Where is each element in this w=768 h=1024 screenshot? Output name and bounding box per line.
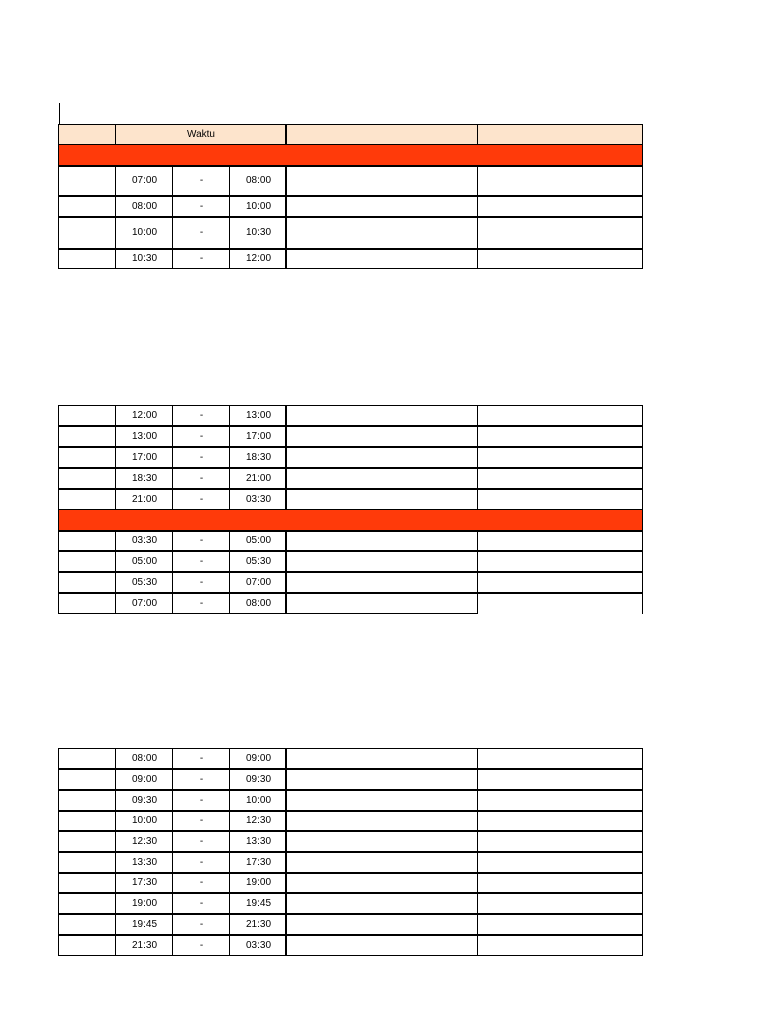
separator-cell[interactable]: - xyxy=(172,249,230,269)
row-cell-blank[interactable] xyxy=(58,468,116,489)
row-cell-blank[interactable] xyxy=(58,873,116,893)
end-time-cell[interactable]: 09:00 xyxy=(229,748,287,769)
start-time-cell[interactable]: 09:30 xyxy=(115,790,173,811)
end-time-cell[interactable]: 13:30 xyxy=(229,831,287,852)
start-time-cell[interactable]: 12:00 xyxy=(115,405,173,426)
row-cell-blank[interactable] xyxy=(58,489,116,510)
activity-cell[interactable] xyxy=(285,769,478,790)
separator-cell[interactable]: - xyxy=(172,852,230,873)
separator-cell[interactable]: - xyxy=(172,831,230,852)
end-time-cell[interactable]: 12:30 xyxy=(229,811,287,831)
time-row xyxy=(58,914,643,935)
row-cell-blank[interactable] xyxy=(58,249,116,269)
start-time-cell[interactable]: 03:30 xyxy=(115,531,173,551)
start-time-cell[interactable]: 18:30 xyxy=(115,468,173,489)
end-time-cell[interactable]: 13:00 xyxy=(229,405,287,426)
start-time-cell[interactable]: 08:00 xyxy=(115,748,173,769)
activity-cell[interactable] xyxy=(285,893,478,914)
row-cell-blank[interactable] xyxy=(58,593,116,614)
end-time-cell[interactable]: 18:30 xyxy=(229,447,287,468)
notes-cell[interactable] xyxy=(477,447,643,468)
start-time-cell[interactable]: 07:00 xyxy=(115,166,173,196)
separator-cell[interactable]: - xyxy=(172,790,230,811)
notes-cell[interactable] xyxy=(477,551,643,572)
start-time-cell[interactable]: 21:00 xyxy=(115,489,173,510)
rows-block-3 xyxy=(58,748,643,956)
start-time-cell[interactable]: 19:00 xyxy=(115,893,173,914)
end-time-cell[interactable]: 03:30 xyxy=(229,935,287,956)
activity-cell[interactable] xyxy=(285,166,478,196)
separator-cell[interactable]: - xyxy=(172,873,230,893)
separator-cell[interactable]: - xyxy=(172,166,230,196)
end-time-cell[interactable]: 05:00 xyxy=(229,531,287,551)
start-time-cell[interactable]: 19:45 xyxy=(115,914,173,935)
row-cell-blank[interactable] xyxy=(58,572,116,593)
section-band[interactable] xyxy=(58,145,643,166)
start-time-cell[interactable]: 17:30 xyxy=(115,873,173,893)
activity-cell[interactable] xyxy=(285,914,478,935)
row-cell-blank[interactable] xyxy=(58,405,116,426)
rows-block-2b xyxy=(58,531,643,614)
separator-cell[interactable]: - xyxy=(172,551,230,572)
activity-cell[interactable] xyxy=(285,249,478,269)
time-row xyxy=(58,873,643,893)
activity-cell[interactable] xyxy=(285,196,478,217)
start-time-cell[interactable]: 13:00 xyxy=(115,426,173,447)
start-time-cell[interactable]: 10:00 xyxy=(115,217,173,249)
notes-cell[interactable] xyxy=(477,873,643,893)
activity-cell[interactable] xyxy=(285,468,478,489)
separator-cell[interactable]: - xyxy=(172,593,230,614)
activity-cell[interactable] xyxy=(285,811,478,831)
start-time-cell[interactable]: 13:30 xyxy=(115,852,173,873)
start-time-cell[interactable]: 17:00 xyxy=(115,447,173,468)
separator-cell[interactable]: - xyxy=(172,468,230,489)
schedule-block-2 xyxy=(58,405,643,614)
time-row xyxy=(58,769,643,790)
row-cell-blank[interactable] xyxy=(58,748,116,769)
time-row xyxy=(58,551,643,572)
notes-cell[interactable] xyxy=(477,166,643,196)
activity-cell[interactable] xyxy=(285,405,478,426)
end-time-cell[interactable]: 19:00 xyxy=(229,873,287,893)
activity-cell[interactable] xyxy=(285,748,478,769)
row-cell-blank[interactable] xyxy=(58,831,116,852)
time-row xyxy=(58,489,643,510)
time-row xyxy=(58,405,643,426)
notes-cell[interactable] xyxy=(477,790,643,811)
notes-cell[interactable] xyxy=(477,196,643,217)
activity-cell[interactable] xyxy=(285,489,478,510)
time-row xyxy=(58,572,643,593)
start-time-cell[interactable]: 12:30 xyxy=(115,831,173,852)
activity-cell[interactable] xyxy=(285,531,478,551)
notes-cell[interactable] xyxy=(477,531,643,551)
end-time-cell[interactable]: 09:30 xyxy=(229,769,287,790)
time-row xyxy=(58,790,643,811)
end-time-cell[interactable]: 05:30 xyxy=(229,551,287,572)
row-cell-blank[interactable] xyxy=(58,852,116,873)
notes-cell[interactable] xyxy=(477,217,643,249)
rows-block-1 xyxy=(58,166,643,269)
notes-cell[interactable] xyxy=(477,935,643,956)
activity-cell[interactable] xyxy=(285,447,478,468)
start-time-cell[interactable]: 21:30 xyxy=(115,935,173,956)
time-row xyxy=(58,249,643,269)
time-row xyxy=(58,811,643,831)
header-row xyxy=(58,124,643,145)
cell-edge-line xyxy=(59,103,60,124)
start-time-cell[interactable]: 09:00 xyxy=(115,769,173,790)
end-time-cell[interactable]: 19:45 xyxy=(229,893,287,914)
notes-cell[interactable] xyxy=(477,468,643,489)
separator-cell[interactable]: - xyxy=(172,893,230,914)
separator-cell[interactable]: - xyxy=(172,935,230,956)
separator-cell[interactable]: - xyxy=(172,217,230,249)
row-cell-blank[interactable] xyxy=(58,426,116,447)
separator-cell[interactable]: - xyxy=(172,769,230,790)
start-time-cell[interactable]: 10:00 xyxy=(115,811,173,831)
start-time-cell[interactable]: 05:00 xyxy=(115,551,173,572)
end-time-cell[interactable]: 12:00 xyxy=(229,249,287,269)
end-time-cell[interactable]: 08:00 xyxy=(229,166,287,196)
separator-cell[interactable]: - xyxy=(172,405,230,426)
time-row xyxy=(58,893,643,914)
header-cell-waktu[interactable]: Waktu xyxy=(115,124,286,145)
separator-cell[interactable]: - xyxy=(172,572,230,593)
time-row xyxy=(58,852,643,873)
start-time-cell[interactable]: 07:00 xyxy=(115,593,173,614)
notes-cell[interactable] xyxy=(477,831,643,852)
row-cell-blank[interactable] xyxy=(58,166,116,196)
end-time-cell[interactable]: 03:30 xyxy=(229,489,287,510)
time-row xyxy=(58,593,643,614)
separator-cell[interactable]: - xyxy=(172,914,230,935)
start-time-cell[interactable]: 10:30 xyxy=(115,249,173,269)
activity-cell[interactable] xyxy=(285,790,478,811)
end-time-cell[interactable]: 08:00 xyxy=(229,593,287,614)
time-row xyxy=(58,935,643,956)
row-cell-blank[interactable] xyxy=(58,531,116,551)
separator-cell[interactable]: - xyxy=(172,489,230,510)
activity-cell[interactable] xyxy=(285,426,478,447)
end-time-cell[interactable]: 17:30 xyxy=(229,852,287,873)
rows-block-2a xyxy=(58,405,643,510)
activity-cell[interactable] xyxy=(285,852,478,873)
time-row xyxy=(58,468,643,489)
activity-cell[interactable] xyxy=(285,217,478,249)
row-cell-blank[interactable] xyxy=(58,893,116,914)
separator-cell[interactable]: - xyxy=(172,531,230,551)
time-row xyxy=(58,831,643,852)
end-time-cell[interactable]: 21:00 xyxy=(229,468,287,489)
row-cell-blank[interactable] xyxy=(58,196,116,217)
header-cell-col5[interactable] xyxy=(477,124,643,145)
activity-cell[interactable] xyxy=(285,593,478,614)
row-cell-blank[interactable] xyxy=(58,811,116,831)
notes-cell[interactable] xyxy=(477,593,643,614)
end-time-cell[interactable]: 10:00 xyxy=(229,790,287,811)
notes-cell[interactable] xyxy=(477,489,643,510)
time-row xyxy=(58,217,643,249)
notes-cell[interactable] xyxy=(477,748,643,769)
notes-cell[interactable] xyxy=(477,769,643,790)
time-row xyxy=(58,426,643,447)
activity-cell[interactable] xyxy=(285,551,478,572)
time-row xyxy=(58,166,643,196)
activity-cell[interactable] xyxy=(285,873,478,893)
start-time-cell[interactable]: 05:30 xyxy=(115,572,173,593)
notes-cell[interactable] xyxy=(477,426,643,447)
section-band[interactable] xyxy=(58,510,643,531)
notes-cell[interactable] xyxy=(477,249,643,269)
end-time-cell[interactable]: 21:30 xyxy=(229,914,287,935)
separator-cell[interactable]: - xyxy=(172,748,230,769)
time-row xyxy=(58,748,643,769)
separator-cell[interactable]: - xyxy=(172,426,230,447)
end-time-cell[interactable]: 10:00 xyxy=(229,196,287,217)
separator-cell[interactable]: - xyxy=(172,811,230,831)
time-row xyxy=(58,531,643,551)
schedule-block-1 xyxy=(58,124,643,269)
time-row xyxy=(58,196,643,217)
notes-cell[interactable] xyxy=(477,914,643,935)
notes-cell[interactable] xyxy=(477,811,643,831)
end-time-cell[interactable]: 07:00 xyxy=(229,572,287,593)
activity-cell[interactable] xyxy=(285,831,478,852)
row-cell-blank[interactable] xyxy=(58,790,116,811)
header-cell-col4[interactable] xyxy=(285,124,478,145)
notes-cell[interactable] xyxy=(477,852,643,873)
end-time-cell[interactable]: 17:00 xyxy=(229,426,287,447)
separator-cell[interactable]: - xyxy=(172,196,230,217)
notes-cell[interactable] xyxy=(477,405,643,426)
notes-cell[interactable] xyxy=(477,572,643,593)
end-time-cell[interactable]: 10:30 xyxy=(229,217,287,249)
row-cell-blank[interactable] xyxy=(58,935,116,956)
notes-cell[interactable] xyxy=(477,893,643,914)
activity-cell[interactable] xyxy=(285,572,478,593)
row-cell-blank[interactable] xyxy=(58,914,116,935)
start-time-cell[interactable]: 08:00 xyxy=(115,196,173,217)
row-cell-blank[interactable] xyxy=(58,447,116,468)
separator-cell[interactable]: - xyxy=(172,447,230,468)
header-cell-blank[interactable] xyxy=(58,124,116,145)
time-row xyxy=(58,447,643,468)
activity-cell[interactable] xyxy=(285,935,478,956)
row-cell-blank[interactable] xyxy=(58,551,116,572)
row-cell-blank[interactable] xyxy=(58,217,116,249)
schedule-block-3 xyxy=(58,748,643,956)
row-cell-blank[interactable] xyxy=(58,769,116,790)
